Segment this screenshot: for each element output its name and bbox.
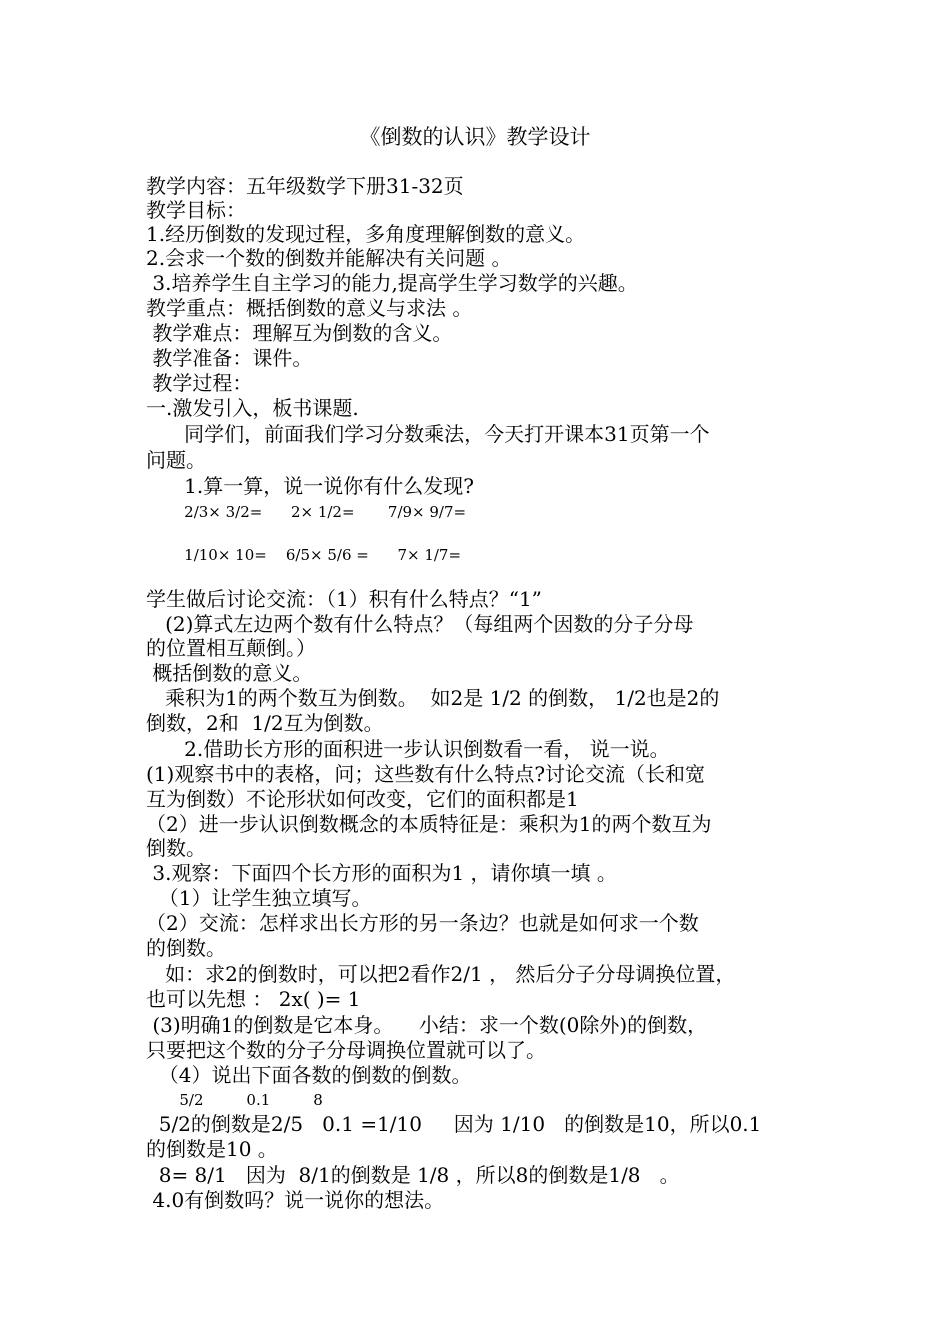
observe-2-line-1: （2）进一步认识倒数概念的本质特征是：乘积为1的两个数互为	[146, 812, 712, 836]
teaching-content: 教学内容：五年级数学下册31-32页	[146, 174, 464, 198]
calc-row-1: 2/3× 3/2= 2× 1/2= 7/9× 9/7=	[146, 503, 467, 521]
goals-heading: 教学目标：	[146, 198, 246, 222]
intro-paragraph-line-1: 同学们，前面我们学习分数乘法，今天打开课本31页第一个	[146, 422, 710, 446]
process-heading: 教学过程：	[146, 371, 253, 395]
task-3: 3.观察：下面四个长方形的面积为1 ，请你填一填 。	[146, 861, 617, 885]
observe-2-line-2: 倒数。	[146, 836, 206, 860]
task-4: 4.0有倒数吗？说一说你的想法。	[146, 1188, 445, 1212]
step-4: （4）说出下面各数的倒数的倒数。	[146, 1063, 472, 1087]
goal-3: 3.培养学生自主学习的能力,提高学生学习数学的兴趣。	[146, 271, 638, 295]
difficulty: 教学难点：理解互为倒数的含义。	[146, 321, 453, 345]
goal-1: 1.经历倒数的发现过程，多角度理解倒数的意义。	[146, 222, 586, 246]
example-line-1: 如：求2的倒数时，可以把2看作2/1 ， 然后分子分母调换位置，	[146, 962, 736, 986]
step-3-line-2: 只要把这个数的分子分母调换位置就可以了。	[146, 1038, 546, 1062]
discussion-2-line-1: (2)算式左边两个数有什么特点？（每组两个因数的分子分母	[146, 612, 694, 636]
example-line-2: 也可以先想 ： 2x( )= 1	[146, 987, 361, 1011]
task-1: 1.算一算，说一说你有什么发现?	[146, 474, 474, 498]
answer-2: 8= 8/1 因为 8/1的倒数是 1/8 ，所以8的倒数是1/8 。	[146, 1163, 680, 1187]
step-2-line-2: 的倒数。	[146, 936, 226, 960]
answer-1-line-2: 的倒数是10 。	[146, 1137, 278, 1161]
discussion-2-line-2: 的位置相互颠倒。）	[146, 636, 316, 660]
meaning-line-1: 乘积为1的两个数互为倒数。 如2是 1/2 的倒数， 1/2也是2的	[146, 686, 720, 710]
preparation: 教学准备：课件。	[146, 346, 313, 370]
numbers-row: 5/2 0.1 8	[146, 1091, 323, 1109]
observe-1-line-2: 互为倒数）不论形状如何改变，它们的面积都是1	[146, 787, 579, 811]
discussion-1: 学生做后讨论交流：（1）积有什么特点？“1”	[146, 587, 542, 611]
document-title: 《倒数的认识》教学设计	[359, 125, 591, 149]
calc-row-2: 1/10× 10= 6/5× 5/6 = 7× 1/7=	[146, 546, 462, 564]
step-3-line-1: (3)明确1的倒数是它本身。 小结：求一个数(0除外)的倒数，	[146, 1013, 708, 1037]
key-point: 教学重点：概括倒数的意义与求法 。	[146, 296, 473, 320]
answer-1-line-1: 5/2的倒数是2/5 0.1 =1/10 因为 1/10 的倒数是10，所以0.1	[146, 1112, 762, 1136]
task-2: 2.借助长方形的面积进一步认识倒数看一看， 说一说。	[146, 737, 670, 761]
meaning-line-2: 倒数，2和 1/2互为倒数。	[146, 711, 384, 735]
goal-2: 2.会求一个数的倒数并能解决有关问题 。	[146, 246, 512, 270]
summarize-meaning: 概括倒数的意义。	[146, 661, 313, 685]
section-1-heading: 一.激发引入，板书课题.	[146, 396, 359, 420]
intro-paragraph-line-2: 问题。	[146, 448, 206, 472]
step-2-line-1: （2）交流：怎样求出长方形的另一条边？也就是如何求一个数	[146, 911, 699, 935]
step-1: （1）让学生独立填写。	[146, 886, 372, 910]
observe-1-line-1: (1)观察书中的表格，问；这些数有什么特点?讨论交流（长和宽	[146, 762, 706, 786]
